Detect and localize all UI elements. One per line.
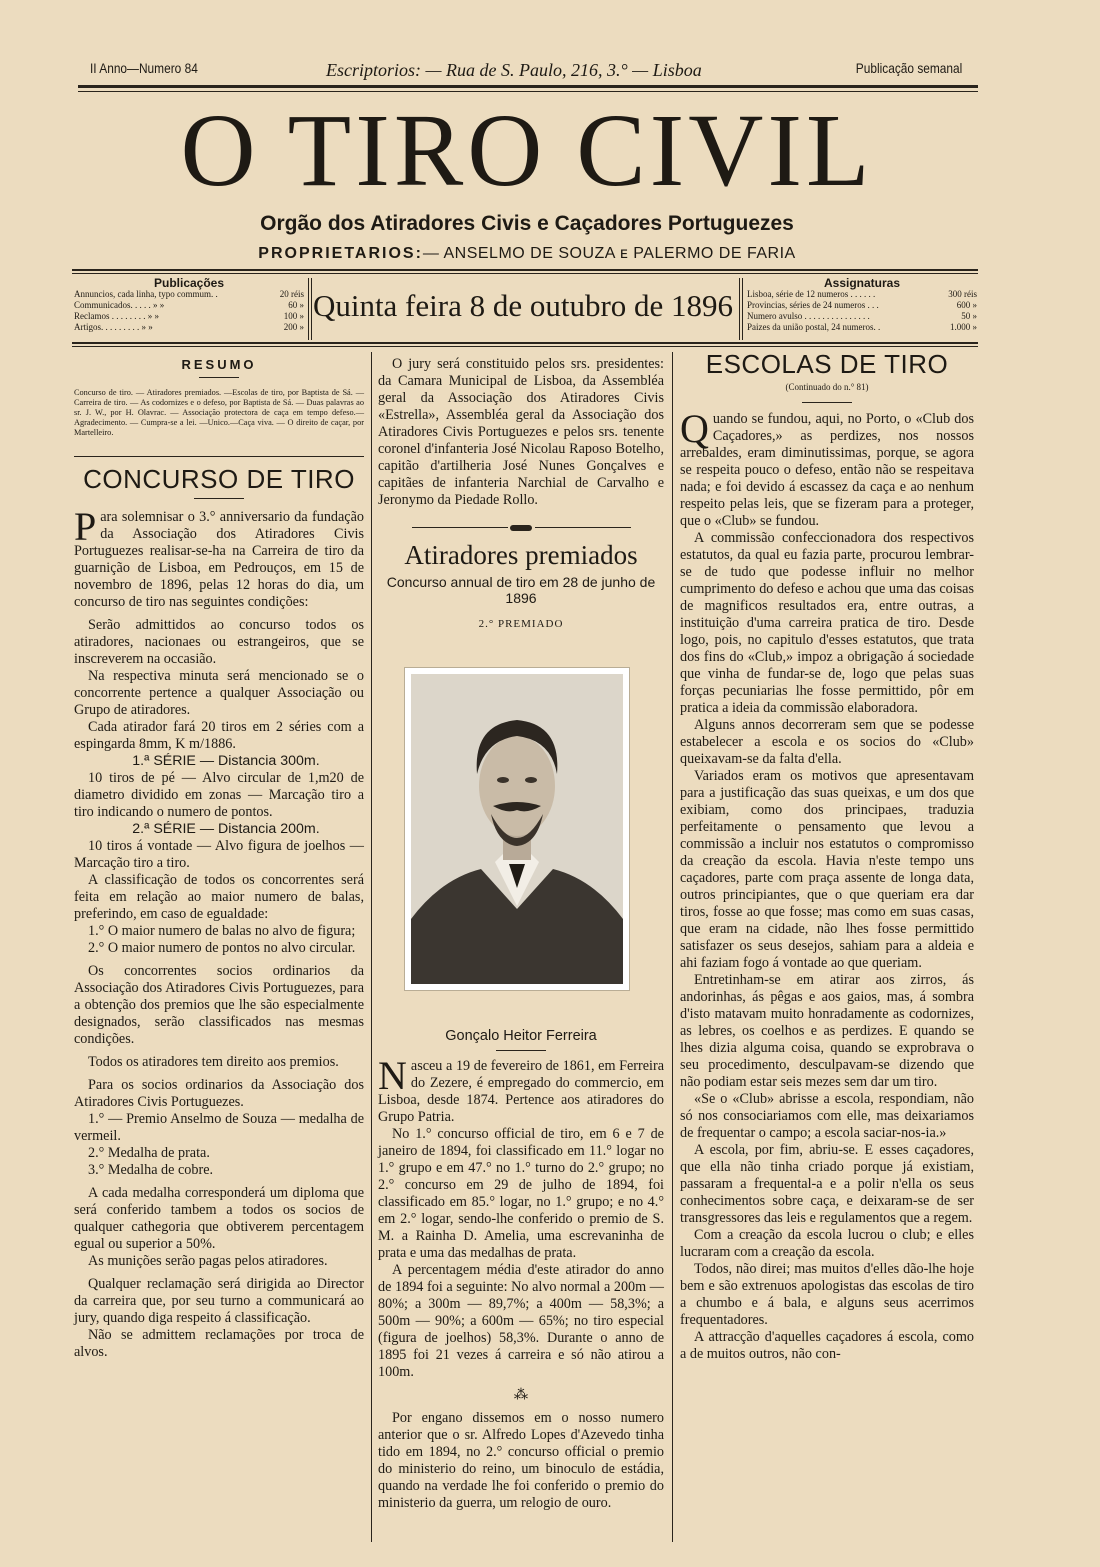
portrait-photo: [405, 668, 629, 990]
paragraph: Com a creação da escola lucrou o club; e elles lucraram com a creação da escola.: [680, 1227, 974, 1260]
price-row: Annuncios, cada linha, typo commum. . 20 réis: [74, 289, 304, 299]
rule: [72, 269, 978, 271]
office-address: Escriptorios: — Rua de S. Paulo, 216, 3.° — Lisboa: [326, 60, 702, 80]
rule: [739, 278, 740, 340]
paragraph: A escola, por fim, abriu-se. E esses caçadores, que ella não tinha criado porque já existiam, passaram a frequental-a e a polir n'ella os seus conhecimentos sobre caça, e deixaram-se de ser transgressores das leis e regulamentos que a regem.: [680, 1142, 974, 1226]
serie-heading: 2.ª SÉRIE — Distancia 200m.: [132, 821, 320, 837]
assignaturas-box: [747, 278, 977, 333]
paragraph: Os concorrentes socios ordinarios da Associação dos Atiradores Civis Portuguezes, para a obtenção dos premios que lhe são especialmente designados, serão classificados nas mesmas condições.: [74, 963, 364, 1047]
column-divider: [371, 352, 372, 1542]
rule: [78, 91, 978, 92]
jury-paragraph: O jury será constituido pelos srs. presidentes: da Camara Municipal de Lisboa, da Assembléa geral da Associação dos Atiradores Civis «Estrella», Assembléa geral da Associação dos Atiradores Civis Portuguezes e pelos srs. tenente coronel d'infanteria José Nicolau Raposo Botelho, capitão d'artilheria José Nunes Gonçalves e capitães de infanteria Narchial de Carvalho e Jeronymo da Piedade Rollo.: [378, 356, 664, 508]
owners-names: — ANSELMO DE SOUZA ᴇ PALERMO DE FARIA: [422, 245, 796, 262]
paragraph: Qualquer reclamação será dirigida ao Director da carreira que, por seu turno a communicará ao jury, quando diga respeito á classificação.: [74, 1276, 364, 1326]
concurso-title: CONCURSO DE TIRO: [83, 464, 355, 494]
rule: [74, 456, 364, 457]
paragraph: 10 tiros á vontade — Alvo figura de joelhos — Marcação tiro a tiro.: [74, 838, 364, 871]
column-middle: [378, 356, 664, 633]
paragraph: «Se o «Club» abrisse a escola, respondiam, não só nos consociariamos com elle, mas deixariamos de frequentar o campo; a escola saciar-nos-ia.»: [680, 1091, 974, 1141]
paragraph: Alguns annos decorreram sem que se podesse estabelecer a escola e os socios do «Club» queixavam-se da falta d'ella.: [680, 717, 974, 767]
paragraph: Variados eram os motivos que apresentavam para a justificação das suas queixas, e um dos que exibiam, como dos principaes, traduzia perfeitamente o pensamento que levou a commissão a incluir nos estatutos o compromisso da creação da escola. Havia n'este tempo uns caçadores, parte com praça assente de longa data, outros principiantes, que o que queriam era dar tiros, fosse ao que fosse; mas como em suas casas, que eram na cidade, não lhes fosse permittido satisfazer os seus desejos, sahiam para a aldeia e ahi faziam fogo á vontade ao que queriam.: [680, 768, 974, 971]
proprietors-line: [72, 245, 982, 263]
ornament-divider: [378, 519, 664, 536]
price-row: Numero avulso . . . . . . . . . . . . . . . 50 »: [747, 311, 977, 321]
paragraph: Entretinham-se em atirar aos zirros, ás andorinhas, ás pêgas e aos gaios, mas, á sombra d'isto matavam muito honradamente as codornizes, as lebres, os coelhos e as perdizes. E quando se lhes dizia alguma coisa, quando se exprobrava o seu procedimento, desculpavam-se dizendo que não podiam estar seis mezes sem dar um tiro.: [680, 972, 974, 1090]
column-middle-lower: [378, 1028, 664, 1512]
publicacoes-box: [74, 278, 304, 333]
paragraph: 1.° O maior numero de balas no alvo de figura;: [88, 923, 356, 939]
paragraph: 3.° Medalha de cobre.: [88, 1162, 214, 1178]
top-line: [90, 60, 962, 84]
issue-number: II Anno—Numero 84: [90, 60, 198, 76]
rule: [72, 273, 978, 274]
paragraph: Serão admittidos ao concurso todos os atiradores, nacionaes ou estrangeiros, que se inscreverem na occasião.: [74, 617, 364, 667]
paragraph: 2.° O maior numero de pontos no alvo circular.: [88, 940, 356, 956]
paragraph: 1.° — Premio Anselmo de Souza — medalha de vermeil.: [74, 1111, 364, 1144]
masthead-subtitle: Orgão dos Atiradores Civis e Caçadores Portuguezes: [260, 212, 794, 235]
rule: [802, 402, 852, 403]
price-row: Paizes da união postal, 24 numeros. . 1.000 »: [747, 322, 977, 332]
continued-note: (Continuado do n.° 81): [785, 382, 869, 392]
price-row: Artigos. . . . . . . . . » » 200 »: [74, 322, 304, 332]
paragraph: Todos os atiradores tem direito aos premios.: [88, 1054, 339, 1070]
paragraph: 10 tiros de pé — Alvo circular de 1,m20 de diametro dividido em zonas — Marcação tiro a tiro indicando o numero de pontos.: [74, 770, 364, 820]
rule: [72, 346, 978, 347]
rule: [308, 278, 309, 340]
publication-frequency: Publicação semanal: [855, 60, 962, 76]
assignaturas-title: Assignaturas: [823, 276, 901, 290]
bio-lead: Nasceu a 19 de fevereiro de 1861, em Ferreira do Zezere, é empregado do commercio, em Lisboa, desde 1874. Pertence aos atiradores do Grupo Patria.: [378, 1053, 664, 1125]
paragraph: Por engano dissemos em o nosso numero anterior que o sr. Alfredo Lopes d'Azevedo tinha tido em 1894, no 2.° concurso official o premio do ministerio do reino, um binoculo de estádia, quando na verdade lhe foi conferido o premio do ministerio da guerra, um relogio de ouro.: [378, 1410, 664, 1511]
paragraph: Na respectiva minuta será mencionado se o concorrente pertence a qualquer Associação ou Grupo de atiradores.: [74, 668, 364, 718]
paragraph: Não se admittem reclamações por troca de alvos.: [74, 1327, 364, 1360]
price-row: Lisboa, série de 12 numeros . . . . . . 300 réis: [747, 289, 977, 299]
drop-cap: N: [378, 1053, 407, 1098]
escolas-lead: Quando se fundou, aqui, no Porto, o «Club dos Caçadores,» as perdizes, nos nossos arrebaldes, eram diminutissimas, porque, se agora se respeita pouco o defeso, então não se respeitava nada; e foi devido á escassez da caça e ao nenhum respeito pelas leis, que se fizeram para a proteger, que o «Club» se fundou.: [680, 406, 974, 529]
paragraph: A classificação de todos os concorrentes será feita em relação ao maior numero de balas, preferindo, em caso de egualdade:: [74, 872, 364, 922]
premiados-title: Atiradores premiados: [404, 540, 638, 570]
resumo-title: RESUMO: [181, 357, 257, 372]
rule: [742, 278, 743, 340]
rule: [194, 498, 244, 499]
rule: [496, 1050, 546, 1051]
column-left: [74, 356, 364, 1361]
paragraph: A cada medalha corresponderá um diploma que será conferido tambem a todos os socios de qualquer cathegoria que obtiverem percentagem egual ou superior a 50%.: [74, 1185, 364, 1252]
paragraph: As munições serão pagas pelos atiradores.: [88, 1253, 328, 1269]
portrait-caption: Gonçalo Heitor Ferreira: [445, 1028, 597, 1044]
masthead-title: O TIRO CIVIL: [180, 93, 874, 208]
serie-heading: 1.ª SÉRIE — Distancia 300m.: [132, 753, 320, 769]
premiados-subtitle: Concurso annual de tiro em 28 de junho de 1896: [386, 574, 656, 606]
rule: [78, 85, 978, 88]
premiado-rank: 2.° PREMIADO: [478, 618, 564, 630]
paragraph: Todos, não direi; mas muitos d'elles dão-lhe hoje bem e são extrenuos apologistas das escolas de tiro a chumbo e á bala, e alguns seus acerrimos frequentadores.: [680, 1261, 974, 1328]
price-row: Communicados. . . . . » » 60 »: [74, 300, 304, 310]
drop-cap: P: [74, 504, 97, 549]
column-divider: [672, 352, 673, 1542]
owners-label: PROPRIETARIOS:: [258, 245, 423, 262]
rule: [199, 377, 239, 378]
asterism: ⁂: [513, 1387, 529, 1403]
publicacoes-title: Publicações: [153, 276, 225, 290]
escolas-title: ESCOLAS DE TIRO: [705, 349, 949, 379]
column-right: [680, 349, 974, 1363]
paragraph: A commissão confeccionadora dos respectivos estatutos, da qual eu fazia parte, procurou lembrar-se de tudo que podesse influir no melhor cumprimento do defeso e achou que uma das coisas de magnificos resultados era, entre outras, a instituição d'uma carreira pratica de tiro. Desde logo, pois, no capitulo d'esses estatutos, que trata dos fins do «Club,» impoz a obrigação á sociedade que vinha de fundar-se de, logo que pelas suas forças pecuniarias lhe fosse permittido, pôr em pratica a ideia da commissão elaboradora.: [680, 530, 974, 716]
paragraph: Cada atirador fará 20 tiros em 2 séries com a espingarda 8mm, K m/1886.: [74, 719, 364, 752]
price-row: Provincias, séries de 24 numeros . . . 600 »: [747, 300, 977, 310]
paragraph: 2.° Medalha de prata.: [88, 1145, 210, 1161]
paragraph: A attracção d'aquelles caçadores á escola, como a de muitos outros, não con-: [680, 1329, 974, 1362]
rule: [72, 342, 978, 344]
portrait-image: [411, 674, 623, 984]
paragraph: A percentagem média d'este atirador do anno de 1894 foi a seguinte: No alvo normal a 200m — 80%; a 300m — 89,7%; a 400m — 58,3%; a 500m — 90%; a 600m — 65%; no tiro especial (figura de joelhos) 58,3%. Durante o anno de 1895 foi 21 vezes á carreira e só não atirou a 100m.: [378, 1262, 664, 1380]
concurso-lead: Para solemnisar o 3.° anniversario da fundação da Associação dos Atiradores Civis Portuguezes realisar-se-ha na Carreira de tiro da guarnição de Lisboa, em Pedrouços, em 15 de novembro de 1896, pelas 12 horas do dia, um concurso de tiro nas seguintes condições:: [74, 504, 364, 610]
drop-cap: Q: [680, 406, 709, 451]
paragraph: No 1.° concurso official de tiro, em 6 e 7 de janeiro de 1894, foi classificado em 11.° logar no 1.° grupo e em 47.° no 1.° turno do 2.° grupo; no 2.° concurso em 29 de julho de 1894, foi classificado em 85.° logar, no 1.° grupo; e no 4.° em 2.° logar, sendo-lhe conferido o premio de S. M. a Rainha D. Amelia, uma escrevaninha de prata e uma das medalhas de prata.: [378, 1126, 664, 1261]
price-row: Reclamos . . . . . . . . » » 100 »: [74, 311, 304, 321]
resumo-text: Concurso de tiro. — Atiradores premiados. —Escolas de tiro, por Baptista de Sá. — Carreira de tiro. — As codornizes e o defeso, por Baptista de Sá. — Duas palavras ao sr. J. W., por H. Olavrac. — Associação protectora de caça em tempo defeso.— Agradecimento. — Cumpra-se a lei. —Unico.—Caça viva. — O direito de caçar, por Martelleiro.: [74, 388, 364, 437]
issue-date: Quinta feira 8 de outubro de 1896: [312, 288, 734, 323]
paragraph: Para os socios ordinarios da Associação dos Atiradores Civis Portuguezes.: [74, 1077, 364, 1110]
